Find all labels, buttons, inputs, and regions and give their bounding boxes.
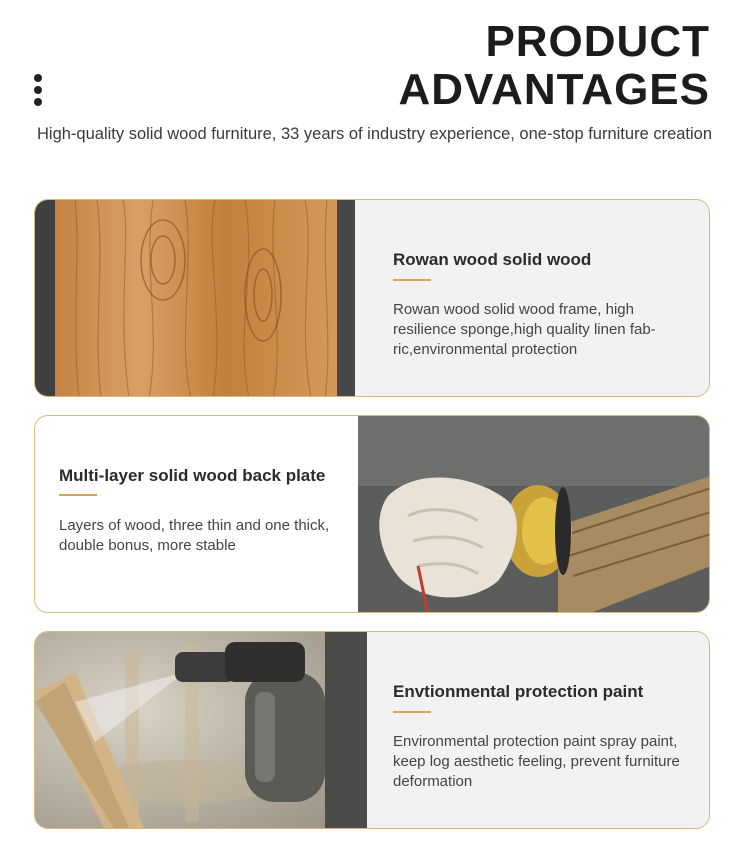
page-subtitle: High-quality solid wood furniture, 33 years of industry experience, one-stop furniture creation <box>37 125 713 143</box>
accent-line <box>393 711 431 713</box>
advantage-card-2 <box>34 415 710 613</box>
card-heading: Envtionmental protection paint <box>393 682 644 701</box>
card-description: Layers of wood, three thin and one thick, double bonus, more stable <box>59 517 330 554</box>
card-description: Environmental protection paint spray paint, keep log aesthetic feeling, prevent furniture deformation <box>393 733 680 790</box>
more-menu-icon[interactable] <box>34 74 44 110</box>
advantage-card-1 <box>34 199 710 397</box>
card-3-text <box>367 632 710 828</box>
card-1-text <box>355 200 710 396</box>
accent-line <box>393 279 431 281</box>
card-heading: Multi-layer solid wood back plate <box>59 466 326 485</box>
card-description: Rowan wood solid wood frame, high resilience sponge,high quality linen fab-ric,environmental protection <box>393 301 656 358</box>
card-heading: Rowan wood solid wood <box>393 250 592 269</box>
title-line-2: ADVANTAGES <box>398 65 710 114</box>
title-line-1: PRODUCT <box>485 17 710 66</box>
page-title <box>399 18 711 114</box>
wood-grain-photo <box>35 200 355 396</box>
advantage-card-3 <box>34 631 710 829</box>
spray-gun-photo <box>35 632 367 828</box>
sanding-photo <box>358 416 710 612</box>
card-2-text <box>35 416 357 612</box>
accent-line <box>59 494 97 496</box>
